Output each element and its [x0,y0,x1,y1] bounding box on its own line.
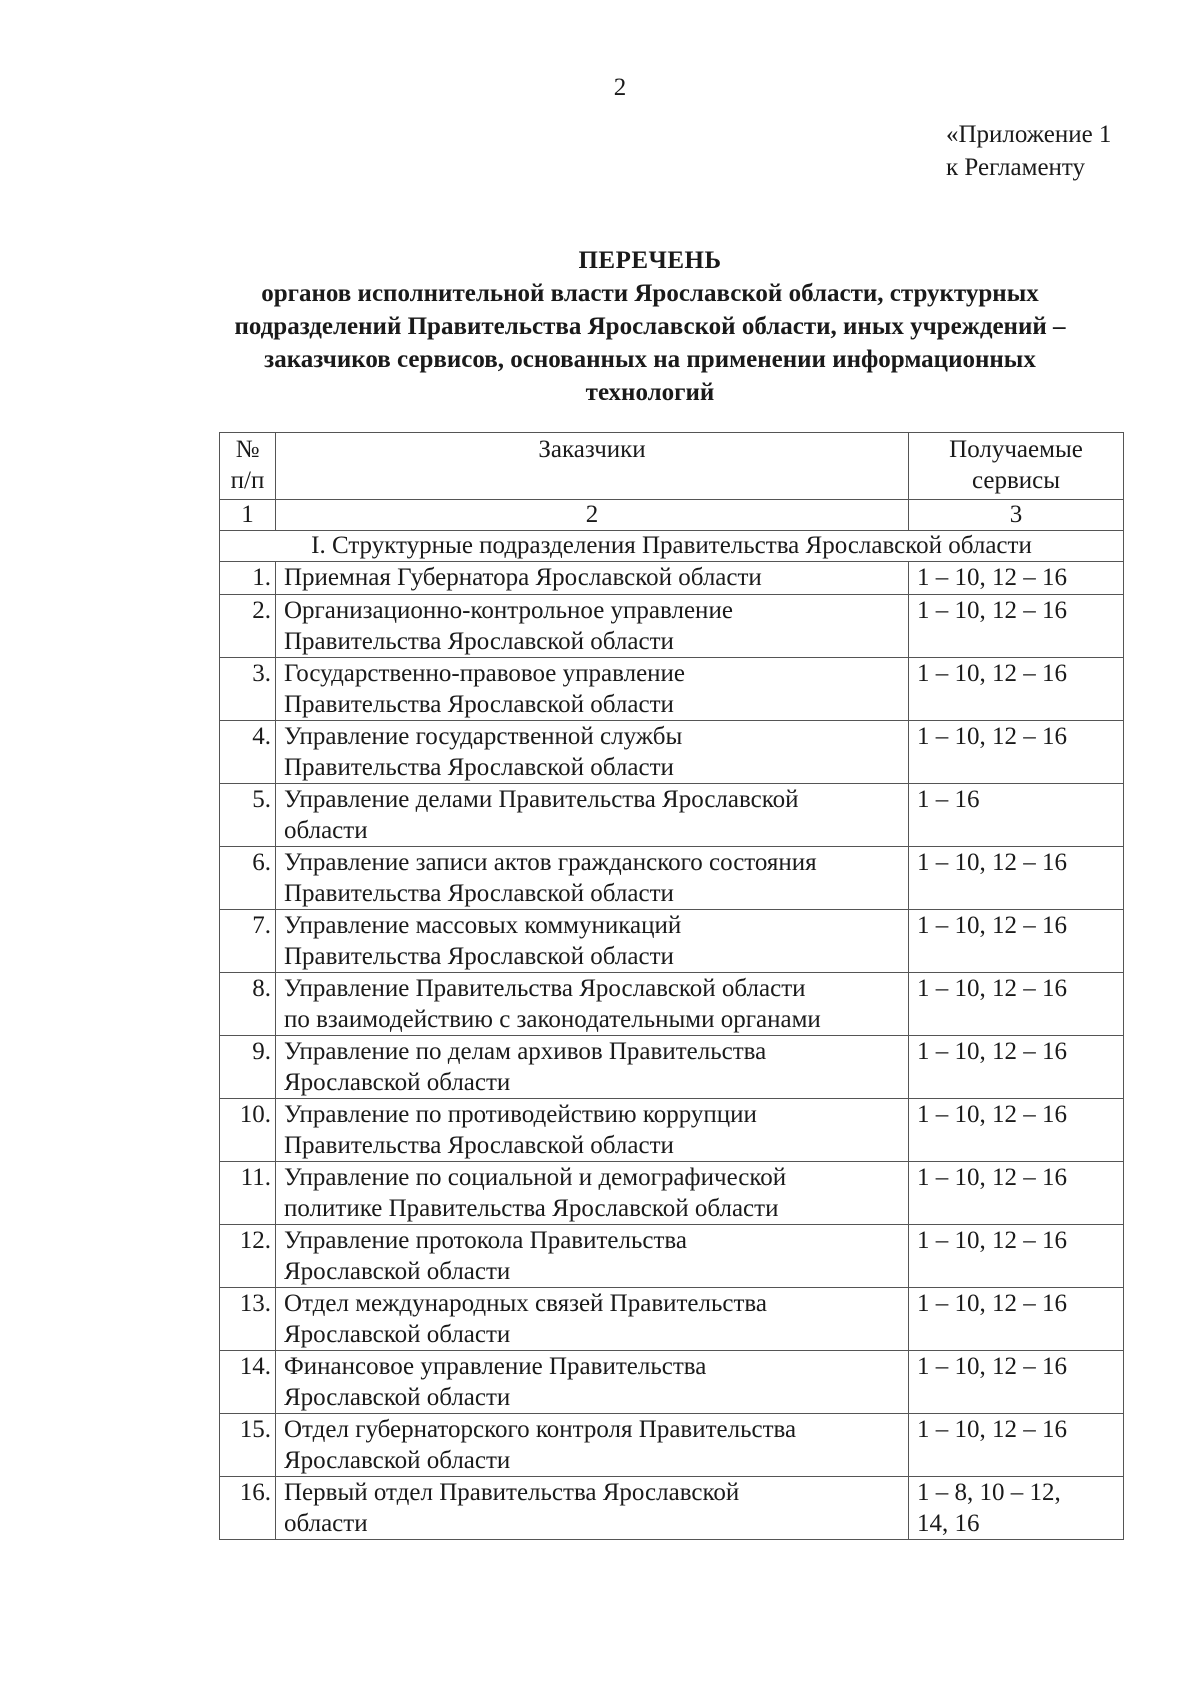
customer-name-line: Ярославской области [284,1321,511,1348]
services-value [909,1099,1124,1162]
services-line: 1 – 8, 10 – 12, [917,1479,1061,1506]
column-index-3: 3 [909,500,1124,531]
row-number: 10. [220,1099,276,1162]
header-customers: Заказчики [276,433,909,500]
customer-name-line: Государственно-правовое управление [284,660,686,687]
services-line: 14, 16 [917,1510,980,1537]
customer-name [276,595,909,658]
row-number: 5. [220,784,276,847]
customer-name [276,562,909,595]
services-line: 1 – 16 [917,786,980,813]
customer-name [276,1162,909,1225]
customer-name [276,1225,909,1288]
customer-name-line: Правительства Ярославской области [284,628,674,655]
row-number: 1. [220,562,276,595]
row-number: 9. [220,1036,276,1099]
table-row [220,1099,1124,1162]
customer-name-line: Управление Правительства Ярославской области [284,975,806,1002]
customer-name-line: Ярославской области [284,1258,511,1285]
services-value [909,1162,1124,1225]
customer-name-line: Управление государственной службы [284,723,683,750]
customer-name [276,973,909,1036]
services-line: 1 – 10, 12 – 16 [917,597,1067,624]
table-row [220,721,1124,784]
customer-name-line: Управление по противодействию коррупции [284,1101,757,1128]
customer-name [276,1036,909,1099]
customer-name-line: политике Правительства Ярославской области [284,1195,779,1222]
services-line: 1 – 10, 12 – 16 [917,912,1067,939]
table-row [220,1162,1124,1225]
services-value [909,721,1124,784]
table-row [220,1351,1124,1414]
table-body [220,562,1124,1540]
table-row [220,658,1124,721]
customer-name [276,721,909,784]
customer-name [276,910,909,973]
heading-line-2: подразделений Правительства Ярославской области, иных учреждений – [234,313,1066,340]
table-row [220,784,1124,847]
heading-line-1: органов исполнительной власти Ярославской области, структурных [261,280,1039,307]
page-number: 2 [613,74,627,101]
customer-name-line: Отдел губернаторского контроля Правительства [284,1416,797,1443]
customer-name-line: Первый отдел Правительства Ярославской [284,1479,740,1506]
services-line: 1 – 10, 12 – 16 [917,660,1067,687]
customer-name-line: Ярославской области [284,1069,511,1096]
header-services-line-2: сервисы [971,467,1061,494]
table-row [220,847,1124,910]
services-value [909,658,1124,721]
table-row [220,1225,1124,1288]
services-line: 1 – 10, 12 – 16 [917,1290,1067,1317]
table-row [220,910,1124,973]
services-value [909,910,1124,973]
services-line: 1 – 10, 12 – 16 [917,564,1067,591]
appendix-reference [946,118,1111,184]
row-number: 2. [220,595,276,658]
heading-line-3: заказчиков сервисов, основанных на применении информационных [264,346,1036,373]
services-value [909,1477,1124,1540]
heading-line-4: технологий [585,379,715,406]
customer-name-line: Правительства Ярославской области [284,943,674,970]
customer-name [276,1414,909,1477]
table-row [220,1414,1124,1477]
customer-name-line: Управление массовых коммуникаций [284,912,682,939]
customer-name-line: Управление по социальной и демографической [284,1164,787,1191]
customer-name-line: Правительства Ярославской области [284,1132,674,1159]
row-number: 15. [220,1414,276,1477]
header-number-line-2: п/п [230,467,265,494]
services-value [909,1288,1124,1351]
customer-name-line: Управление записи актов гражданского состояния [284,849,817,876]
column-index-1: 1 [220,500,276,531]
customer-name-line: по взаимодействию с законодательными органами [284,1006,821,1033]
customer-name [276,1288,909,1351]
services-value [909,1036,1124,1099]
table-row [220,1288,1124,1351]
services-value [909,595,1124,658]
table-row [220,1477,1124,1540]
row-number: 13. [220,1288,276,1351]
customer-name [276,847,909,910]
services-value [909,784,1124,847]
header-number-line-1: № [235,436,260,463]
services-value [909,562,1124,595]
row-number: 14. [220,1351,276,1414]
customer-name-line: Организационно-контрольное управление [284,597,733,624]
header-services [909,433,1124,500]
header-services-line-1: Получаемые [949,436,1083,463]
customer-name-line: Ярославской области [284,1384,511,1411]
customer-name [276,1477,909,1540]
table-header-row [220,433,1124,500]
customer-name-line: Управление по делам архивов Правительства [284,1038,767,1065]
row-number: 4. [220,721,276,784]
row-number: 16. [220,1477,276,1540]
services-value [909,847,1124,910]
customer-name-line: Управление делами Правительства Ярославской [284,786,799,813]
header-number [220,433,276,500]
customer-name-line: Управление протокола Правительства [284,1227,687,1254]
section-row [220,531,1124,562]
services-line: 1 – 10, 12 – 16 [917,723,1067,750]
column-index-2: 2 [276,500,909,531]
table-row [220,973,1124,1036]
services-line: 1 – 10, 12 – 16 [917,849,1067,876]
table-row [220,562,1124,595]
customer-name [276,1351,909,1414]
services-line: 1 – 10, 12 – 16 [917,1227,1067,1254]
column-index-row [220,500,1124,531]
services-value [909,1351,1124,1414]
row-number: 12. [220,1225,276,1288]
services-line: 1 – 10, 12 – 16 [917,1416,1067,1443]
customer-name-line: Приемная Губернатора Ярославской области [284,564,762,591]
customer-name-line: Правительства Ярославской области [284,754,674,781]
customers-table [219,432,1124,1540]
services-line: 1 – 10, 12 – 16 [917,1353,1067,1380]
services-value [909,973,1124,1036]
services-value [909,1414,1124,1477]
row-number: 8. [220,973,276,1036]
document-heading [190,244,1110,409]
row-number: 7. [220,910,276,973]
customer-name [276,784,909,847]
appendix-line-1: «Приложение 1 [946,121,1112,148]
customer-name-line: Финансовое управление Правительства [284,1353,707,1380]
table-row [220,595,1124,658]
services-value [909,1225,1124,1288]
services-line: 1 – 10, 12 – 16 [917,1164,1067,1191]
customer-name [276,658,909,721]
row-number: 11. [220,1162,276,1225]
services-line: 1 – 10, 12 – 16 [917,1101,1067,1128]
row-number: 6. [220,847,276,910]
customer-name-line: Отдел международных связей Правительства [284,1290,767,1317]
customer-name-line: области [284,1510,368,1537]
customer-name-line: Правительства Ярославской области [284,880,674,907]
services-line: 1 – 10, 12 – 16 [917,1038,1067,1065]
customer-name-line: области [284,817,368,844]
table-row [220,1036,1124,1099]
customer-name [276,1099,909,1162]
row-number: 3. [220,658,276,721]
customer-name-line: Правительства Ярославской области [284,691,674,718]
appendix-line-2: к Регламенту [946,154,1086,181]
customer-name-line: Ярославской области [284,1447,511,1474]
document-title: ПЕРЕЧЕНЬ [578,247,722,274]
services-line: 1 – 10, 12 – 16 [917,975,1067,1002]
section-title: I. Структурные подразделения Правительства Ярославской области [220,531,1124,562]
